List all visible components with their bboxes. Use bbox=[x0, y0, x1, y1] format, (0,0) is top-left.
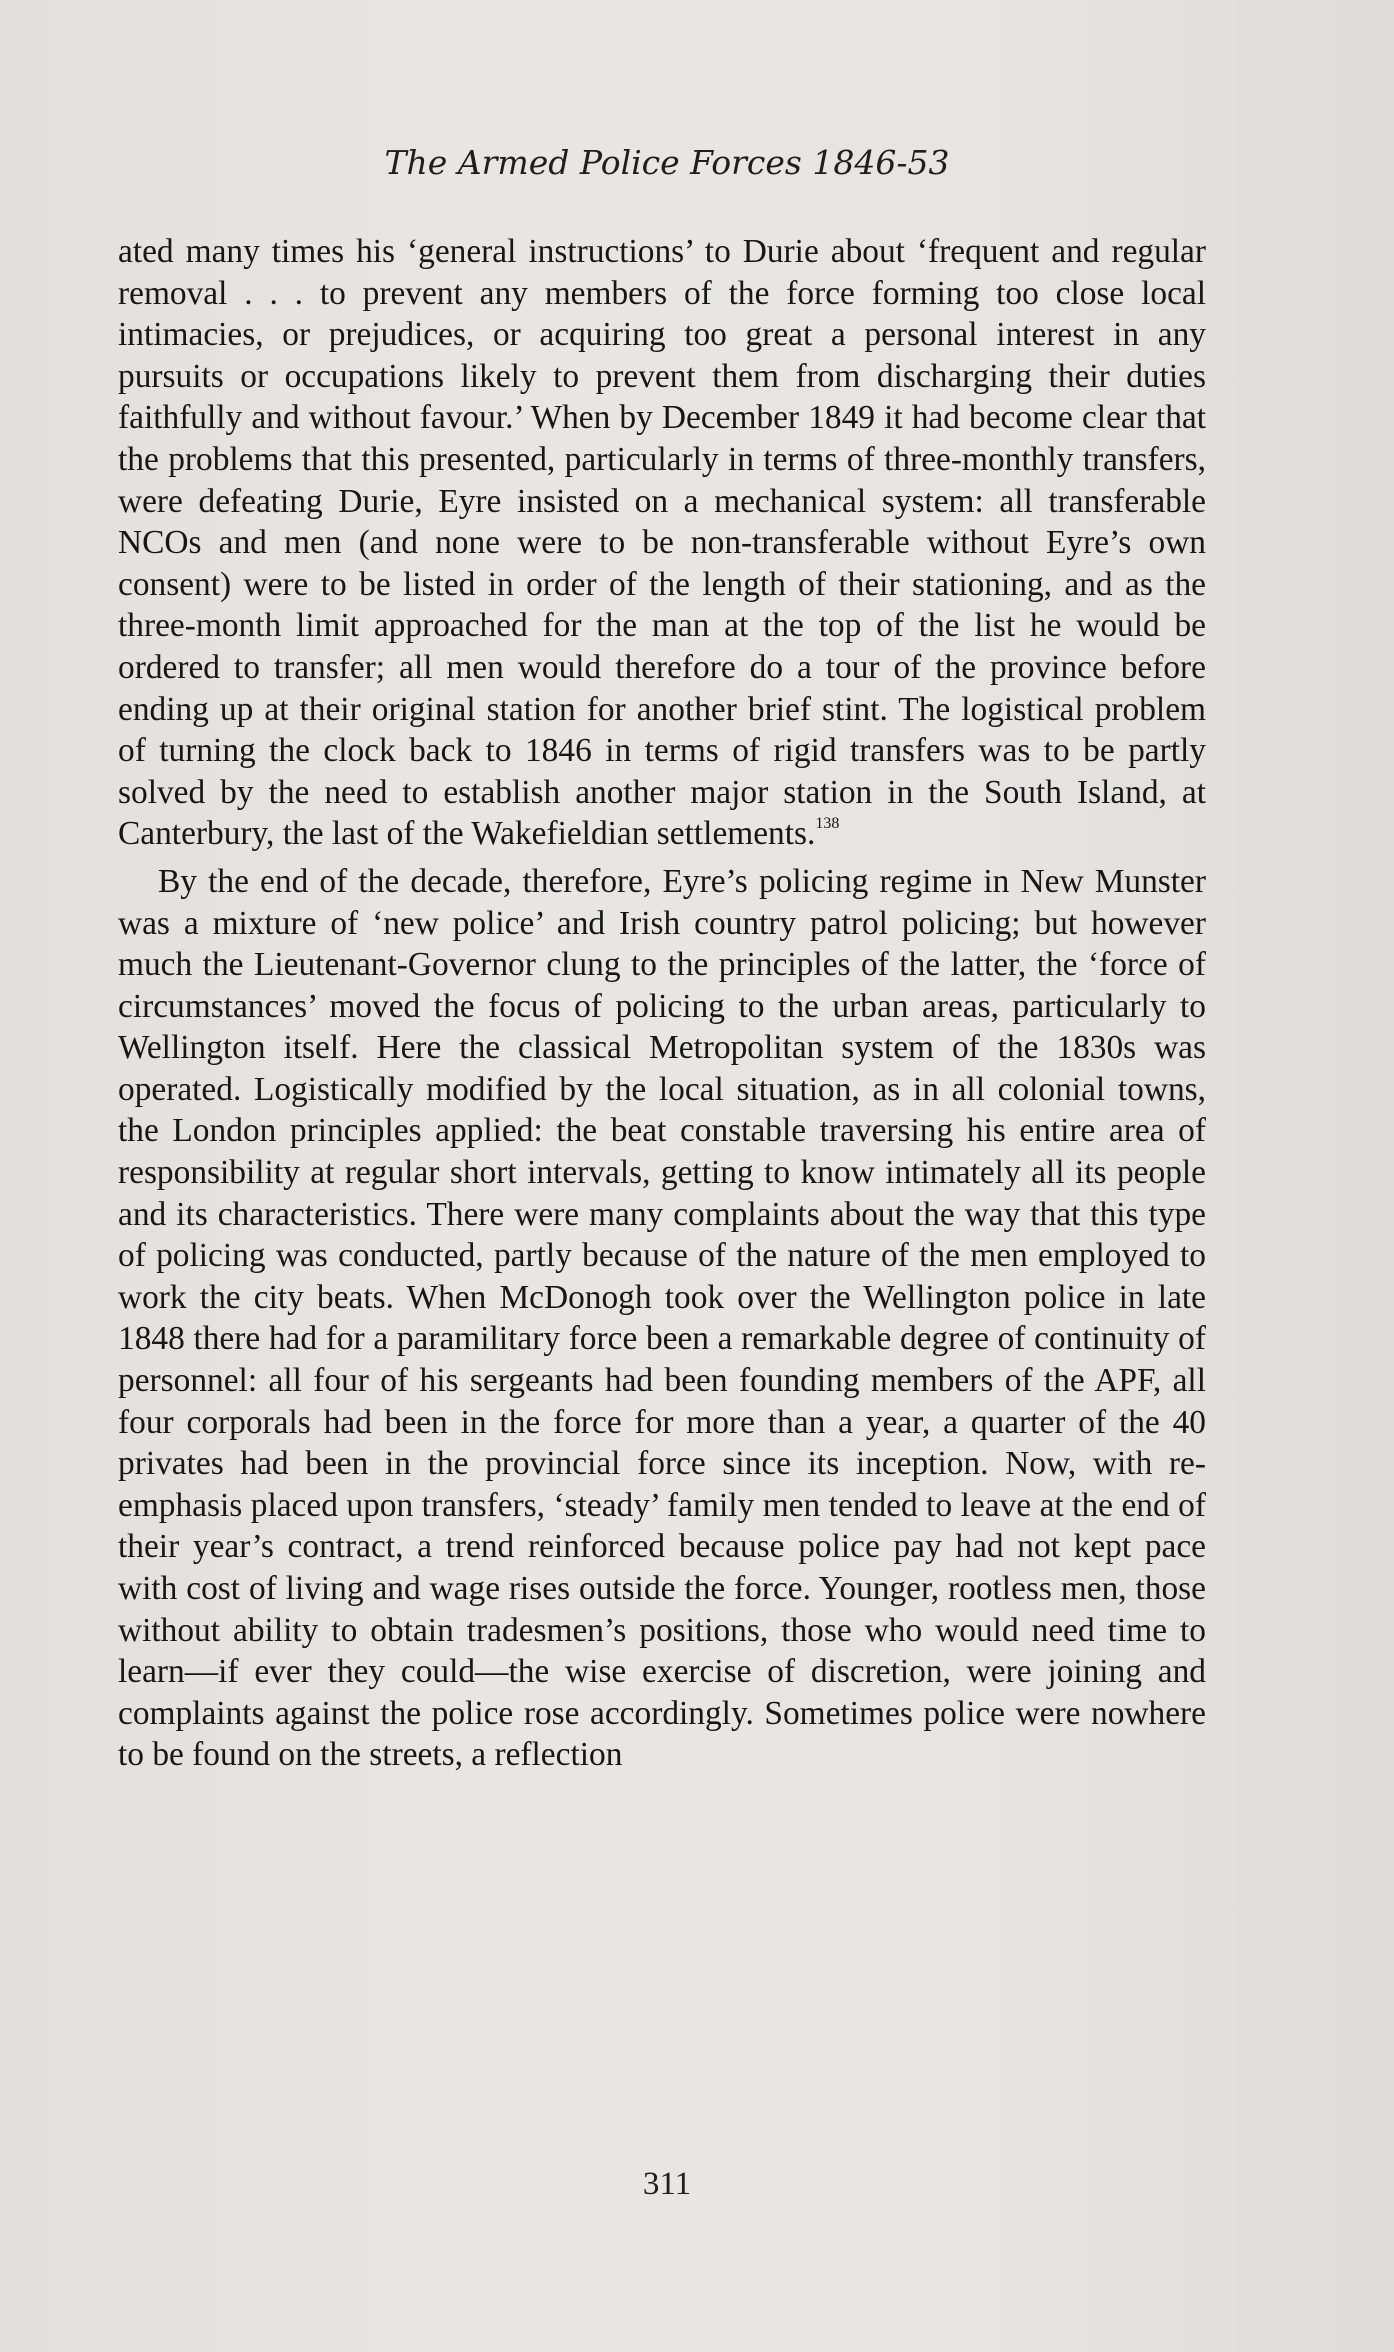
paragraph-text: ated many times his ‘general instructions’ to Durie about ‘frequent and regular removal . . . to prevent any members of the force forming too close local intimacies, or prejudices, or acquiring too great a personal interest in any pursuits or occupations likely to prevent them from discharging their duties faithfully and without favour.’ When by December 1849 it had become clear that the problems that this presented, particularly in terms of three-monthly transfers, were defeating Durie, Eyre insisted on a mechanical system: all transferable NCOs and men (and none were to be non-transferable without Eyre’s own consent) were to be listed in order of the length of their stationing, and as the three-month limit approached for the man at the top of the list he would be ordered to transfer; all men would therefore do a tour of the province before ending up at their original station for another brief stint. The logistical problem of turning the clock back to 1846 in terms of rigid transfers was to be partly solved by the need to establish another major station in the South Island, at Canterbury, the last of the Wakefieldian settlements. bbox=[118, 233, 1206, 853]
paragraph-text: By the end of the decade, therefore, Eyre’s policing regime in New Munster was a mixture of ‘new police’ and Irish country patrol policing; but however much the Lieutenant-Governor clung to the principles of the latter, the ‘force of circumstances’ moved the focus of policing to the urban areas, particularly to Wellington itself. Here the classical Metropolitan system of the 1830s was operated. Logistically modified by the local situation, as in all colonial towns, the London principles applied: the beat constable traversing his entire area of responsibility at regular short intervals, getting to know intimately all its people and its characteristics. There were many complaints about the way that this type of policing was conducted, partly because of the nature of the men employed to work the city beats. When McDonogh took over the Wellington police in late 1848 there had for a paramilitary force been a remarkable degree of continuity of personnel: all four of his sergeants had been founding members of the APF, all four corporals had been in the force for more than a year, a quarter of the 40 privates had been in the provincial force since its inception. Now, with re-emphasis placed upon transfers, ‘steady’ family men tended to leave at the end of their year’s contract, a trend reinforced because police pay had not kept pace with cost of living and wage rises outside the force. Younger, rootless men, those without ability to obtain tradesmen’s positions, those who would need time to learn—if ever they could—the wise exercise of discretion, were joining and complaints against the police rose accordingly. Sometimes police were nowhere to be found on the streets, a reflection bbox=[118, 862, 1206, 1774]
body-text bbox=[118, 231, 1206, 1776]
page-number: 311 bbox=[642, 2166, 692, 2202]
running-head: The Armed Police Forces 1846-53 bbox=[384, 143, 950, 182]
paragraph bbox=[118, 231, 1206, 855]
footnote-reference[interactable]: 138 bbox=[815, 815, 840, 833]
paragraph bbox=[118, 861, 1206, 1776]
